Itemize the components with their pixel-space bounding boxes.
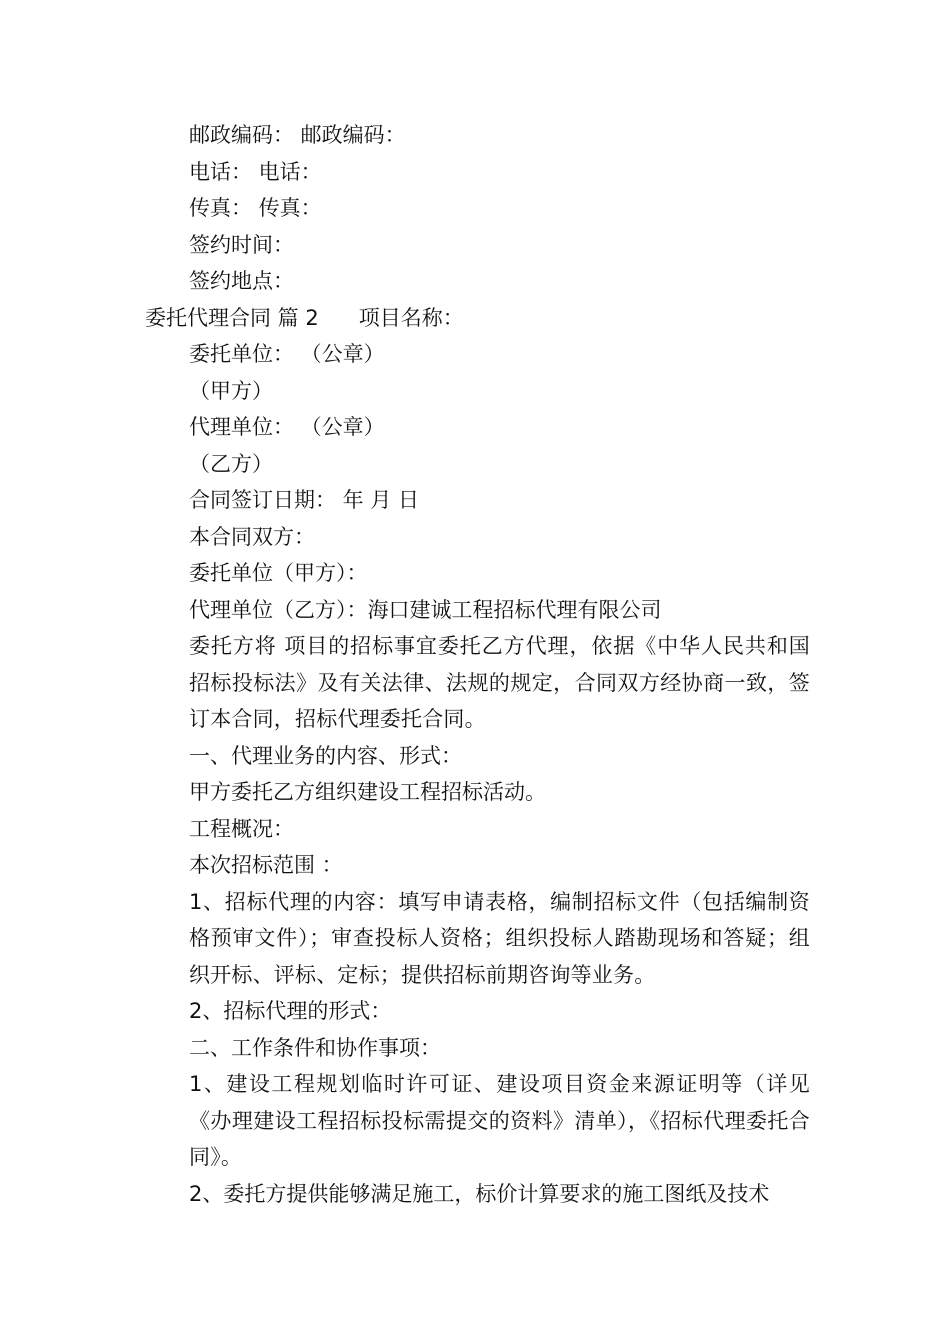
organize-activity-line: 甲方委托乙方组织建设工程招标活动。	[189, 780, 546, 804]
signing-time-line: 签约时间：	[189, 232, 294, 257]
fax-line: 传真： 传真：	[189, 196, 322, 220]
postal-code-line: 邮政编码： 邮政编码：	[189, 123, 406, 147]
agent-unit-line: 代理单位： （公章）	[189, 415, 385, 439]
client-party-a-line: 委托单位（甲方）：	[189, 561, 368, 585]
phone-line: 电话： 电话：	[189, 159, 322, 184]
permits-paragraph: 1、建设工程规划临时许可证、建设项目资金来源证明等（详见《办理建设工程招标投标需提交的资料》清单），《招标代理委托合同》。	[189, 1072, 810, 1169]
bidding-scope-line: 本次招标范围 ：	[189, 853, 343, 877]
entrustment-paragraph: 委托方将 项目的招标事宜委托乙方代理，依据《中华人民共和国招标投标法》及有关法律、法规的规定，合同双方经协商一致，签订本合同，招标代理委托合同。	[189, 634, 810, 731]
signing-place-line: 签约地点：	[189, 269, 294, 293]
document-content	[145, 117, 810, 1212]
agent-party-b-line: 代理单位（乙方）：海口建诚工程招标代理有限公司	[189, 597, 662, 622]
project-name-label: 项目名称：	[358, 305, 464, 330]
both-parties-line: 本合同双方：	[189, 524, 315, 549]
project-overview-line: 工程概况：	[189, 816, 294, 841]
section-heading	[145, 300, 810, 337]
party-b-line: （乙方）	[189, 451, 273, 476]
drawings-line: 2、委托方提供能够满足施工，标价计算要求的施工图纸及技术	[189, 1181, 770, 1206]
contract-date-line: 合同签订日期： 年 月 日	[189, 488, 420, 512]
party-a-line: （甲方）	[189, 378, 273, 403]
section-two-heading: 二、工作条件和协作事项：	[189, 1035, 441, 1060]
section-title: 委托代理合同 篇 2	[145, 305, 319, 330]
section-one-heading: 一、代理业务的内容、形式：	[189, 743, 462, 768]
agency-content-paragraph: 1、招标代理的内容：填写申请表格，编制招标文件（包括编制资格预审文件）；审查投标人资格；组织投标人踏勘现场和答疑；组织开标、评标、定标；提供招标前期咨询等业务。	[189, 889, 810, 987]
agency-form-line: 2、招标代理的形式：	[189, 999, 392, 1023]
client-unit-line: 委托单位： （公章）	[189, 342, 385, 366]
